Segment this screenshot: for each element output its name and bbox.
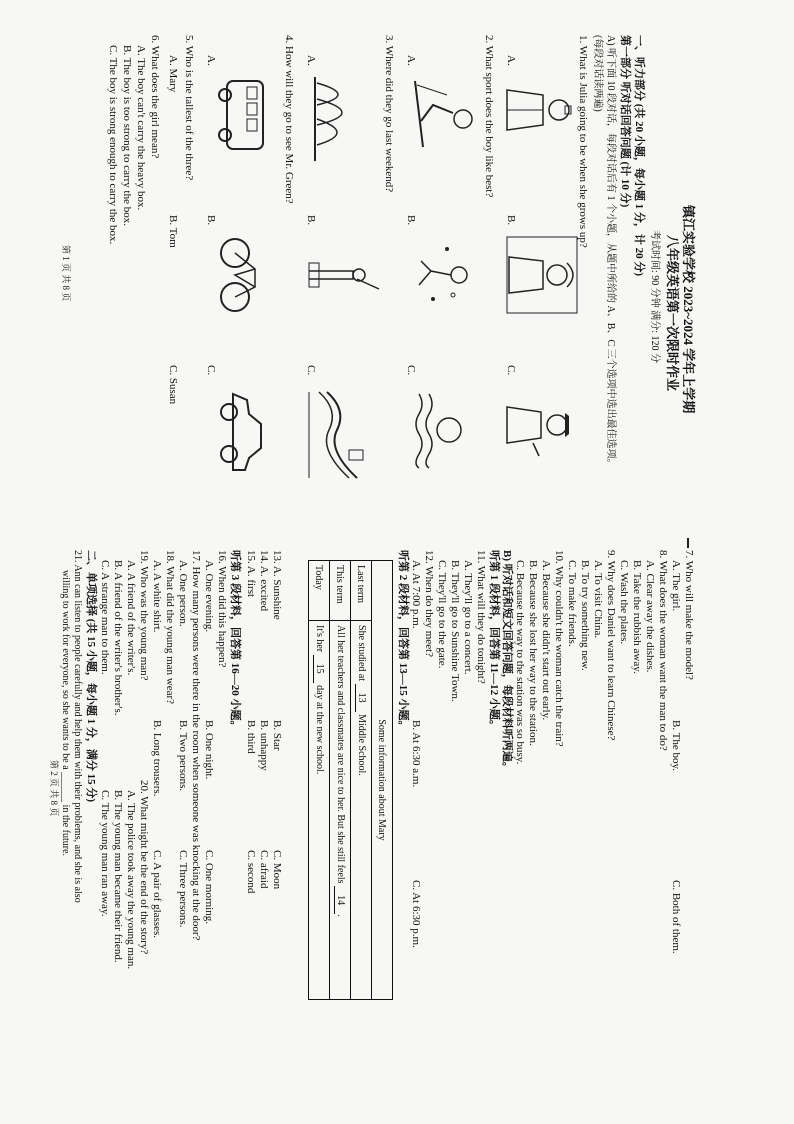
q15-option-a: 15. A. first <box>245 550 257 598</box>
question-17: 17. How many persons were there in the room when someone was knocking at the door? <box>190 550 202 941</box>
great-wall-icon <box>307 390 377 480</box>
swimming-icon <box>407 390 477 470</box>
row-label: This term <box>330 561 351 621</box>
q20-option-b: B. The young man became their friend. <box>112 790 124 963</box>
row-text: day at the new school. <box>314 685 325 775</box>
q2-option-a: A. <box>405 55 417 66</box>
q10-option-c: C. Because the way to the station was so busy. <box>514 560 526 765</box>
row-text: It's her <box>314 625 325 653</box>
q3-option-b: B. <box>305 215 317 226</box>
page-1 <box>55 35 695 535</box>
q18-option-b: B. Long trousers. <box>151 720 163 797</box>
opera-house-icon <box>307 75 377 165</box>
q9-option-b: B. To try something new. <box>579 560 591 671</box>
part1-instruction: A) 听下面 10 段对话，每段对话后有 1 个小题，从题中所给的 A、B、C 三个选项中选出最佳选项。 <box>605 35 616 469</box>
q13-option-a: 13. A. Sunshine <box>271 550 283 620</box>
q5-option-c: C. Susan <box>167 365 179 405</box>
q14-option-b: B. unhappy <box>258 720 270 771</box>
q1-option-b: B. <box>505 215 517 226</box>
answer-blank-13[interactable]: 13 <box>355 684 367 712</box>
q6-option-b: B. The boy is too strong to carry the box. <box>121 45 133 226</box>
q1-option-a: A. <box>505 55 517 66</box>
question-9: 9. Why does Daniel want to learn Chinese? <box>605 550 617 741</box>
table-caption: Some information about Mary <box>372 561 393 1000</box>
q4-option-a: A. <box>205 55 217 66</box>
q19-option-c: C. A strange man to them. <box>99 560 111 675</box>
q17-option-b: B. Two persons. <box>177 720 189 792</box>
q16-option-b: B. One night. <box>203 720 215 780</box>
question-21-line2: willing to work for everyone, so she wants to be a ______ in the future. <box>60 570 71 857</box>
part1-note: (每段对话读两遍) <box>592 35 603 112</box>
q18-option-c: C. A pair of glasses. <box>151 850 163 938</box>
q7-option-a: A. The girl. <box>670 560 682 612</box>
part2-heading: B) 听对话和短文回答问题，每段材料听两遍。 <box>501 550 513 773</box>
question-11: 11. What will they do tonight? <box>475 550 487 684</box>
question-20: 20. What might be the end of the story? <box>138 780 150 955</box>
q14-option-a: 14. A. excited <box>258 550 270 612</box>
q11-option-a: A. They'll go to a concert. <box>462 560 474 675</box>
q6-option-a: A. The boy can't carry the heavy box. <box>135 45 147 211</box>
bike-icon <box>215 235 269 315</box>
table-row <box>330 561 351 1000</box>
page-2-footer: 第 2 页 共 8 页 <box>49 760 59 817</box>
table-row <box>351 561 372 1000</box>
q10-option-a: A. Because she didn't start out early. <box>540 560 552 721</box>
row-label: Last term <box>351 561 372 621</box>
question-1: 1. What is Julia going to be when she grows up? <box>577 35 589 248</box>
question-10: 10. Why couldn't the woman catch the train? <box>553 550 565 747</box>
row-text: . <box>335 914 346 917</box>
question-12: 12. When do they meet? <box>423 550 435 658</box>
q13-option-b: B. Star <box>271 720 283 751</box>
page-2 <box>49 550 695 1035</box>
statue-of-liberty-icon <box>307 235 383 315</box>
question-4: 4. How will they go to see Mr. Green? <box>283 35 295 204</box>
question-16: 16. When did this happen? <box>216 550 228 668</box>
q3-option-a: A. <box>305 55 317 66</box>
q11-option-c: C. They'll go to the gate. <box>436 560 448 669</box>
q7-option-b: B. The boy. <box>670 720 682 772</box>
exam-title-line2: 八年级英语第一次限时作业 <box>665 235 680 392</box>
q20-option-c: C. The young man ran away. <box>99 790 111 917</box>
q20-option-a: A. The police took away the young man. <box>125 790 137 970</box>
question-5: 5. Who is the tallest of the three? <box>183 35 195 181</box>
q11-option-b: B. They'll go to Sunshine Town. <box>449 560 461 702</box>
q3-option-c: C. <box>305 365 317 376</box>
row-text: She studied at <box>356 625 367 682</box>
question-19: 19. Who was the young man? <box>138 550 150 681</box>
q10-option-b: B. Because she lost her way to the station. <box>527 560 539 746</box>
q4-option-b: B. <box>205 215 217 226</box>
question-21-line1: 21. Ann can listen to people carefully and help them with their problems, and she is also <box>72 550 83 903</box>
q8-option-c: C. Wash the plates. <box>618 560 630 645</box>
q13-option-c: C. Moon <box>271 850 283 890</box>
q19-option-a: A. A friend of the writer's. <box>125 560 137 676</box>
q19-option-b: B. A friend of the writer's brother's. <box>112 560 124 716</box>
q2-option-c: C. <box>405 365 417 376</box>
q15-option-b: B. third <box>245 720 257 754</box>
question-8: 8. What does the woman want the man to do? <box>657 550 669 751</box>
q1-option-c: C. <box>505 365 517 376</box>
page-1-footer: 第 1 页 共 8 页 <box>61 245 71 302</box>
dialog-2-heading: 听第 2 段材料，回答第 13—15 小题。 <box>397 550 409 732</box>
bus-icon <box>213 75 273 155</box>
q8-option-a: A. Clear away the dishes. <box>644 560 656 673</box>
question-2: 2. What sport does the boy like best? <box>483 35 495 198</box>
q12-option-b: B. At 6:30 a.m. <box>410 720 422 788</box>
question-3: 3. Where did they go last weekend? <box>383 35 395 193</box>
cook-icon <box>505 235 579 315</box>
q9-option-a: A. To visit China. <box>592 560 604 639</box>
q16-option-c: C. One morning. <box>203 850 215 924</box>
q12-option-a: A. At 7:00 p.m. <box>410 560 422 629</box>
q12-option-c: C. At 6:30 p.m. <box>410 880 422 948</box>
section1-heading: 一、听力部分 (共 20 小题，每小题 1 分，计 20 分) <box>633 35 645 277</box>
part1-heading: 第一部分 听对话回答问题 (计 10 分) <box>619 35 631 208</box>
question-marker <box>687 538 689 548</box>
row-text: All her teachers and classmates are nice to her. But she still feels <box>335 625 346 884</box>
q4-option-c: C. <box>205 365 217 376</box>
dialog-3-heading: 听第 3 段材料，回答第 16—20 小题。 <box>229 550 241 732</box>
q7-option-c: C. Both of them. <box>670 880 682 954</box>
q17-option-a: A. One person. <box>177 560 189 627</box>
table-row <box>309 561 330 1000</box>
row-label: Today <box>309 561 330 621</box>
answer-blank-15[interactable]: 15 <box>313 655 325 683</box>
skating-icon <box>407 235 477 315</box>
q18-option-a: A. A white shirt. <box>151 560 163 633</box>
exam-title-line1: 镇江实验学校 2023~2024 学年上学期 <box>681 205 696 414</box>
dialog-1-heading: 听第 1 段材料，回答第 11—12 小题。 <box>488 550 500 731</box>
q14-option-c: C. afraid <box>258 850 270 889</box>
q8-option-b: B. Take the rubbish away. <box>631 560 643 674</box>
rotated-sheet <box>49 35 696 1035</box>
q5-option-a: A. Mary <box>167 55 179 93</box>
answer-blank-14[interactable]: 14 <box>334 886 346 914</box>
q2-option-b: B. <box>405 215 417 226</box>
question-6: 6. What does the girl mean? <box>149 35 161 159</box>
q5-option-b: B. Tom <box>167 215 179 248</box>
question-18: 18. What did the young man wear? <box>164 550 176 705</box>
exam-info: 考试时间: 90 分钟 满分: 120 分 <box>649 230 660 364</box>
q9-option-c: C. To make friends. <box>566 560 578 647</box>
doctor-icon <box>505 75 573 145</box>
mary-info-table <box>308 560 393 1000</box>
car-icon <box>215 390 269 474</box>
policeman-icon <box>505 390 573 460</box>
question-7: 7. Who will make the model? <box>683 550 695 680</box>
row-text: Middle School. <box>356 714 367 776</box>
section2-heading: 二、单项选择 (共 15 小题，每小题 1 分，满分 15 分) <box>85 550 97 803</box>
q6-option-c: C. The boy is strong enough to carry the box. <box>107 45 119 245</box>
skiing-icon <box>407 75 477 155</box>
q15-option-c: C. second <box>245 850 257 894</box>
q17-option-c: C. Three persons. <box>177 850 189 928</box>
q16-option-a: A. One evening. <box>203 560 215 633</box>
